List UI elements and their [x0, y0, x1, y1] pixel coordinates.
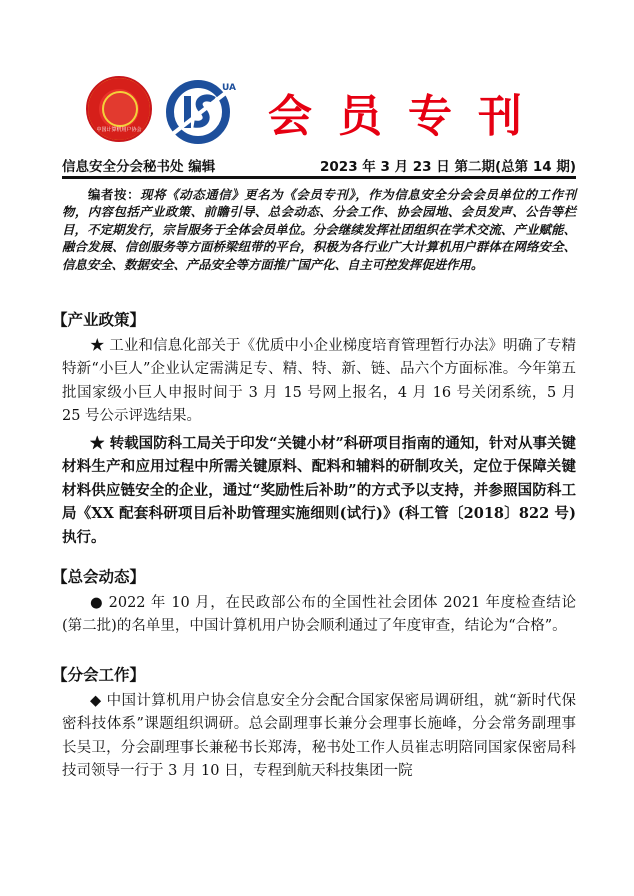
editor-note-body: 现将《动态通信》更名为《会员专刊》，作为信息安全分会会员单位的工作刊物，内容包括产业政策、前瞻引导、总会动态、分会工作、协会园地、会员发声、公告等栏目，不定期发行，宗旨服务于全体会员单位。分会继续发挥社团组织在学术交流、产业赋能、融合发展、信创服务等方面桥梁纽带的平台，积极为各行业广大计算机用户群体在网络安全、信息安全、数据安全、产品安全等方面推广国产化、自主可控发挥促进作用。 [62, 187, 576, 272]
section-title-branch: 【分会工作】 [52, 666, 146, 684]
policy-paragraph-2: ★ 转载国防科工局关于印发“关键小材”科研项目指南的通知，针对从事关键材料生产和应用过程中所需关键原料、配料和辅料的研制攻关，定位于保障关键材料供应链安全的企业，通过“奖励性后补助”的方式予以支持，并参照国防科工局《XX 配套科研项目后补助管理实施细则(试行)》(科工管〔2018〕822 号)执行。 [62, 435, 576, 546]
policy-paragraph-1: ★ 工业和信息化部关于《优质中小企业梯度培育管理暂行办法》明确了专精特新“小巨人”企业认定需满足专、精、特、新、链、品六个方面标准。今年第五批国家级小巨人申报时间于 3 月 15 号网上报名，4 月 16 号关闭系统，5 月 25 号公示评选结果。 [62, 338, 576, 425]
masthead [62, 155, 576, 177]
section-title-policy: 【产业政策】 [52, 311, 146, 329]
logo-emblem-icon [102, 91, 138, 127]
editor-note-lead: 编者按： [88, 187, 141, 202]
general-paragraph-1: ● 2022 年 10 月，在民政部公布的全国性社会团体 2021 年度检查结论(第二批)的名单里，中国计算机用户协会顺利通过了年度审查，结论为“合格”。 [62, 595, 576, 635]
logo-ring-text: 中国计算机用户协会 [96, 127, 142, 133]
association-logo-icon [86, 76, 152, 142]
editor-credit: 信息安全分会秘书处 编辑 [62, 159, 216, 175]
branch-paragraph-1: ◆ 中国计算机用户协会信息安全分会配合国家保密局调研组，就“新时代保密科技体系”课题组织调研。总会副理事长兼分会理事长施峰，分会常务副理事长吴卫，分会副理事长兼秘书长郑涛，秘书处工作人员崔志明陪同国家保密局科技司领导一行于 3 月 10 日，专程到航天科技集团一院 [62, 693, 576, 780]
issue-info: 2023 年 3 月 23 日 第二期(总第 14 期) [320, 159, 576, 175]
cua-logo-icon [166, 74, 236, 146]
cua-logo-text: UA [222, 83, 236, 93]
editor-note [62, 186, 576, 273]
header [80, 72, 560, 152]
header-divider [62, 176, 576, 179]
section-title-general: 【总会动态】 [52, 568, 146, 586]
page-title: 会员专刊 [268, 91, 548, 142]
